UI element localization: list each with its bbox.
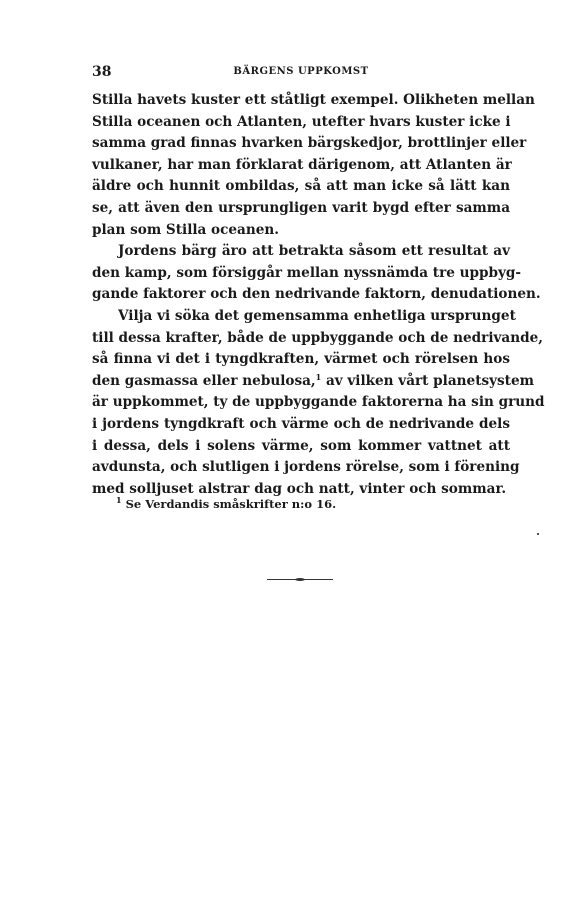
text-line: till dessa krafter, både de uppbyggande och de nedrivande, [92,329,543,346]
running-head: BÄRGENS UPPKOMST [233,66,369,77]
text-line: med solljuset alstrar dag och natt, vinter och sommar. [92,480,507,497]
text-line: så finna vi det i tyngdkraften, värmet och rörelsen hos [92,351,510,368]
text-line-with-footnote [92,371,534,393]
page-number: 38 [92,64,112,80]
text-line: Vilja vi söka det gemensamma enhetliga ursprunget [118,307,516,324]
text-line: samma grad finnas hvarken bärgskedjor, brottlinjer eller [92,135,527,152]
text-line: i dessa, dels i solens värme, som kommer vattnet att [92,437,510,454]
text-line: Jordens bärg äro att betrakta såsom ett resultat av [118,243,510,260]
text-line: vulkaner, har man förklarat därigenom, att Atlanten är [92,156,512,173]
text-line: gande faktorer och den nedrivande faktorn, denudationen. [92,286,541,303]
text-line: avdunsta, och slutligen i jordens rörelse, som i förening [92,459,520,476]
page-header [92,64,510,84]
print-speck [537,533,539,535]
end-ornament [267,578,333,582]
body-text [92,90,545,500]
text-line: Stilla havets kuster ett ståtligt exempel. Olikheten mellan [92,92,535,108]
text-line: den kamp, som försiggår mellan nyssnämda tre uppbyg- [92,264,522,281]
footnote [116,497,336,511]
text-line: äldre och hunnit ombildas, så att man icke så lätt kan [92,178,510,195]
text-fragment: av vilken vårt planetsystem [321,372,534,389]
text-line: Stilla oceanen och Atlanten, utefter hvars kuster icke i [92,113,511,130]
text-line: är uppkommet, ty de uppbyggande faktorerna ha sin grund [92,394,545,411]
text-line: se, att även den ursprungligen varit bygd efter samma [92,199,510,216]
text-fragment: den gasmassa eller nebulosa, [92,372,316,389]
footnote-marker: 1 [116,495,122,505]
text-line: plan som Stilla oceanen. [92,221,280,238]
footnote-text: Se Verdandis småskrifter n:o 16. [125,497,337,511]
footnote-reference: 1 [315,371,322,382]
text-line: i jordens tyngdkraft och värme och de nedrivande dels [92,415,510,432]
